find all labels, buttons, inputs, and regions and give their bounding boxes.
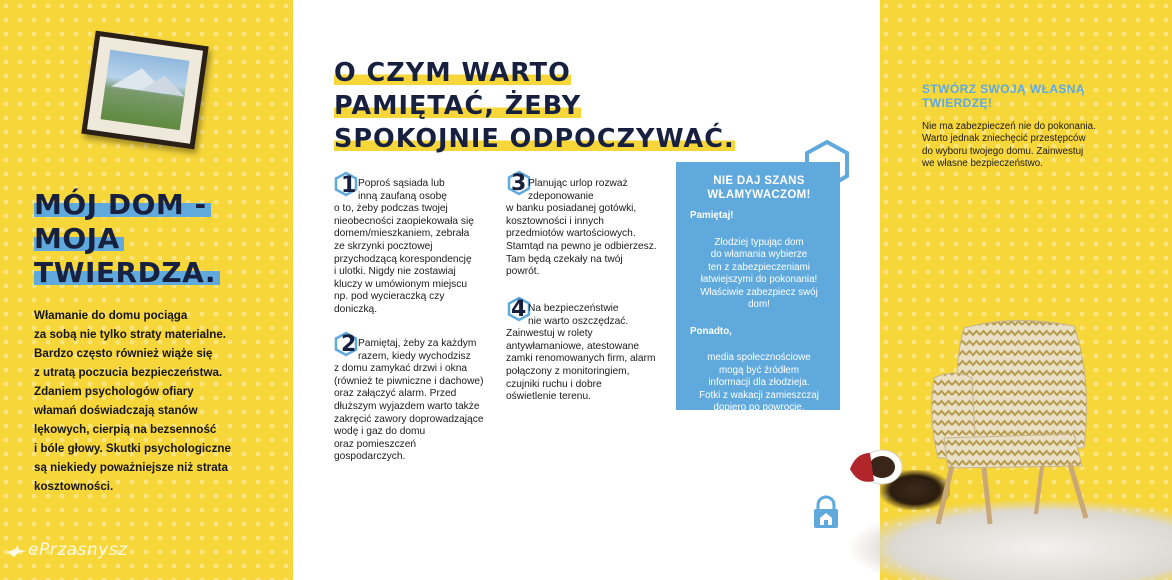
warning-box [676, 162, 840, 413]
box-line: dom! [748, 299, 770, 310]
box-line: łatwiejszymi do pokonania! [700, 274, 818, 285]
left-title [34, 188, 220, 290]
right-title-line: STWÓRZ SWOJĄ WŁASNĄ [922, 82, 1085, 96]
framed-picture [81, 31, 208, 150]
tip-line: oraz pomieszczeń [334, 438, 417, 450]
left-title-line: TWIERDZA. [34, 256, 220, 290]
intro-line: z utratą poczucia bezpieczeństwa. [34, 366, 223, 379]
intro-line: są niekiedy poważniejsze niż strata [34, 461, 228, 474]
right-text-line: Nie ma zabezpieczeń nie do pokonania. [922, 121, 1096, 132]
tip-line: Zainwestuj w rolety [506, 328, 593, 340]
box-text-2 [690, 352, 828, 415]
tip-line: kosztowności i innych [506, 215, 604, 227]
right-text-line: we własne bezpieczeństwo. [922, 157, 1043, 169]
tip-line: nieobecności zaopiekowała się [334, 215, 474, 227]
tip-line: np. pod wycieraczką czy [334, 291, 445, 303]
intro-line: i bóle głowy. Skutki psychologiczne [34, 442, 231, 455]
tip-line: z domu zamykać drzwi i okna [334, 363, 468, 375]
tip-1-text [334, 178, 504, 317]
tip-number-3: 3 [511, 171, 527, 196]
box-line: ten z zabezpieczeniami [708, 261, 810, 273]
box-title-line: WŁAMYWACZOM! [707, 189, 811, 201]
tip-line: przychodzącą korespondencję [334, 253, 472, 265]
box-title-line: NIE DAJ SZANS [713, 175, 805, 187]
tip-line: kluczy w umówionym miejscu [334, 278, 468, 290]
tip-2-text [334, 338, 506, 464]
box-text-1 [690, 237, 828, 312]
tip-line: (również te piwniczne i dachowe) [334, 375, 484, 387]
box-line: media społecznościowe [707, 352, 811, 363]
box-line: informacji dla złodzieja. [708, 377, 810, 388]
tip-number-1: 1 [341, 173, 357, 198]
tip-number-4: 4 [511, 297, 527, 322]
box-line: do włamania wybierze [710, 249, 808, 260]
tip-line: inną zaufaną osobę [358, 190, 447, 202]
tip-line: antywłamaniowe, atestowane [506, 340, 640, 352]
watermark: ePrzasnysz [28, 540, 128, 560]
tip-line: Poproś sąsiada lub [358, 178, 445, 189]
right-title-line: TWIERDZĘ! [922, 96, 993, 110]
bird-logo-icon [6, 544, 28, 558]
tip-line: razem, kiedy wychodzisz [358, 350, 471, 362]
tip-line: i ulotki. Nigdy nie zostawiaj [334, 266, 456, 278]
box-subtitle: Ponadto, [690, 325, 732, 337]
tip-line: Stamtąd na pewno je odbierzesz. [506, 240, 657, 252]
tip-number-2: 2 [341, 332, 357, 357]
intro-line: za sobą nie tylko straty materialne. [34, 328, 227, 341]
main-title-line: PAMIĘTAĆ, ŻEBY [334, 91, 582, 121]
tip-line: w banku posiadanej gotówki, [506, 203, 637, 215]
tip-line: nie warto oszczędzać. [528, 315, 629, 327]
tip-line: połączony z monitoringiem, [506, 365, 630, 377]
left-title-line: MÓJ DOM - [34, 188, 220, 222]
intro-line: włamań doświadczają stanów [34, 404, 198, 417]
box-line: dopiero po powrocie. [713, 402, 805, 413]
frame-mat [87, 36, 203, 144]
tip-line: Na bezpieczeństwie [528, 303, 619, 314]
left-title-line: MOJA [34, 222, 220, 256]
tip-4-text [506, 303, 674, 404]
tip-line: gospodarczych. [334, 451, 406, 463]
tip-line: domem/mieszkaniem, zebrała [334, 228, 470, 240]
tip-line: doniczką. [334, 303, 378, 315]
tipped-pot [848, 445, 906, 495]
box-line: Właściwie zabezpiecz swój [700, 286, 818, 298]
intro-line: Włamanie do domu pociąga [34, 309, 188, 322]
intro-line: Zdaniem psychologów ofiary [34, 385, 194, 398]
tip-line: przedmiotów wartościowych. [506, 228, 636, 240]
tip-line: zakręcić zawory doprowadzające [334, 413, 484, 425]
tip-line: Tam będą czekały na twój [506, 253, 623, 265]
right-title [922, 82, 1142, 110]
box-line: Fotki z wakacji zamieszczaj [699, 389, 819, 401]
tip-line: Planując urlop rozważ [528, 178, 628, 189]
house-lock-icon [812, 495, 840, 529]
tip-3-text [506, 178, 674, 279]
box-line: Złodziej typując dom [714, 236, 804, 248]
left-intro-text [34, 306, 256, 496]
intro-line: lękowych, cierpią na bezsenność [34, 423, 217, 436]
tip-line: ze skrzynki pocztowej [334, 240, 433, 252]
right-text [922, 121, 1144, 170]
right-text-line: do wyboru twojego domu. Zainwestuj [922, 145, 1084, 157]
tip-line: dłuższym wyjazdem warto także [334, 400, 480, 412]
intro-line: Bardzo często również wiąże się [34, 347, 213, 360]
tip-line: wodę i gaz do domu [334, 426, 426, 438]
tip-line: Pamiętaj, żeby za każdym [358, 338, 477, 349]
tip-line: czujniki ruchu i dobre [506, 378, 602, 390]
tip-line: powrót. [506, 266, 540, 278]
tip-line: oraz załączyć alarm. Przed [334, 388, 457, 400]
mountain-shape-2 [141, 73, 187, 97]
right-text-line: Warto jednak zniechęcić przestępców [922, 133, 1086, 145]
main-title [334, 57, 735, 156]
box-line: mogą być źródłem [718, 364, 800, 376]
landscape-photo [101, 50, 190, 130]
tip-line: oświetlenie terenu. [506, 391, 591, 403]
tip-line: zdeponowanie [528, 190, 594, 202]
tip-line: o to, żeby podczas twojej [334, 203, 448, 215]
armchair [924, 318, 1094, 528]
intro-line: kosztowności. [34, 480, 114, 493]
main-title-line: SPOKOJNIE ODPOCZYWAĆ. [334, 124, 735, 154]
tip-line: zamki renomowanych firm, alarm [506, 353, 656, 365]
hexagon-decoration-icon [800, 138, 854, 192]
box-subtitle: Pamiętaj! [690, 210, 734, 221]
main-title-line: O CZYM WARTO [334, 58, 571, 88]
